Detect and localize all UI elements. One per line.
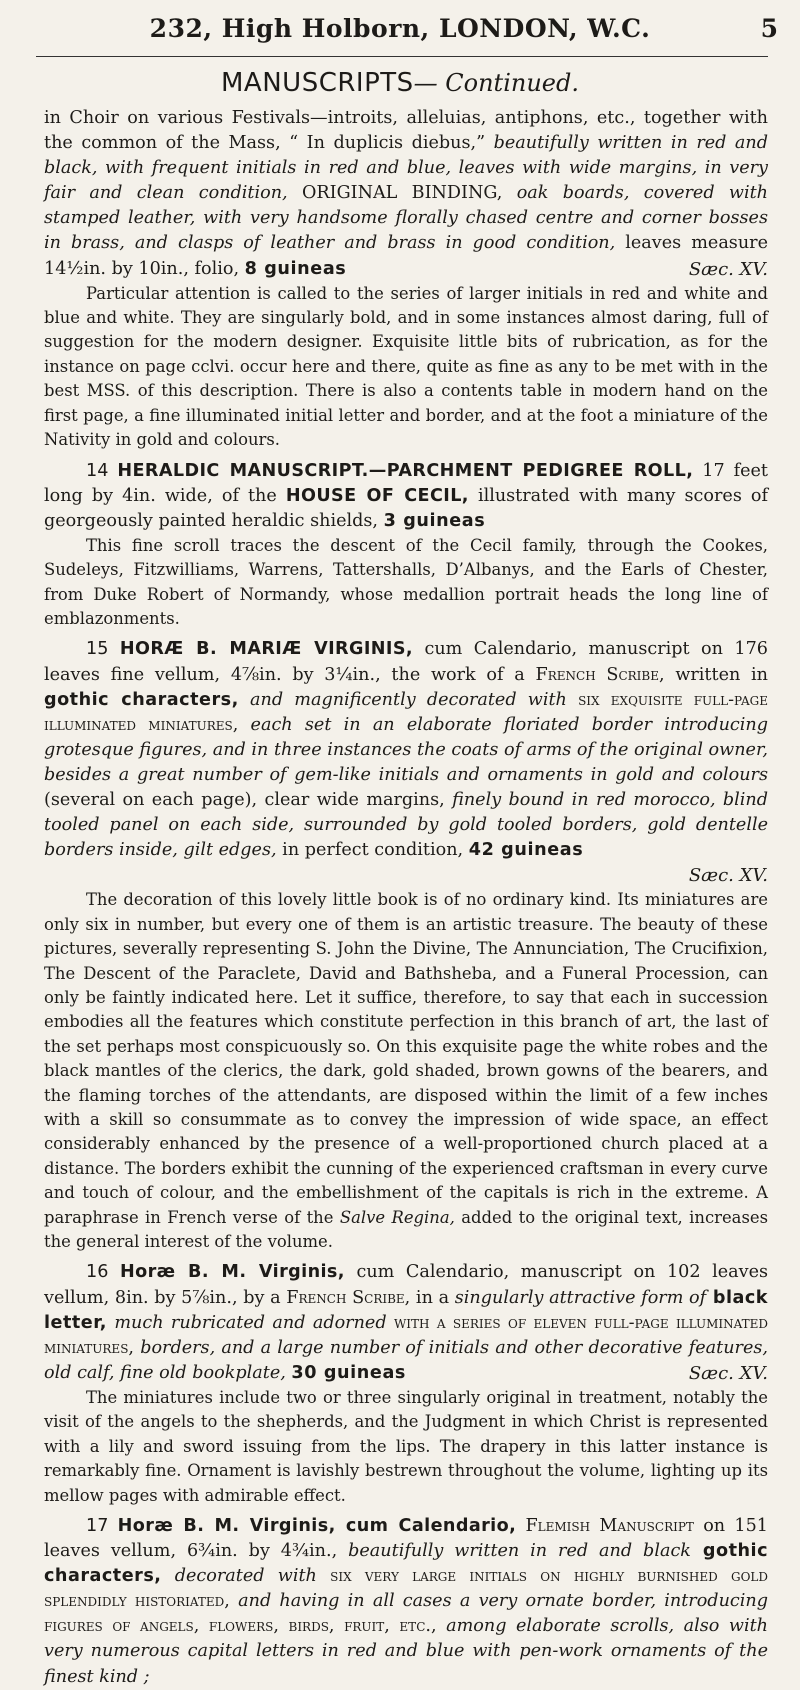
running-head-title: 232, High Holborn, LONDON, W.C. <box>149 14 651 43</box>
running-head <box>0 14 800 54</box>
price: 3 guineas <box>383 510 486 531</box>
entry-note: The miniatures include two or three singularly original in treatment, notably the visit of the angels to the shepherds, and the Judgment in which Christ is represented with a lily and sword issuing from the lips. The drapery in this latter instance is remarkably fine. Ornament is lavishly bestrewn throughout the volume, lighting up its mellow pages with admirable effect. <box>44 1387 768 1505</box>
lot-number: 16 <box>86 1262 109 1283</box>
catalogue-body <box>44 106 768 1690</box>
lot-title: Horæ B. M. Virginis, <box>119 1262 345 1283</box>
continued-entry: in Choir on various Festivals—introits, alleluias, antiphons, etc., together with the common of the Mass, “ In duplicis diebus,” beautifully written in red and black, with frequent initials in red and blue, leaves with wide margins, in very fair and clean condition, ORIGINAL BINDING, oak boards, covered with stamped leather, with very handsome florally chased centre and corner bosses in brass, and clasps of leather and brass in good condition, leaves measure 14½in. by 10in., folio, 8 guineas Sæc. XV. <box>44 106 768 282</box>
lot-number: 14 <box>86 460 109 481</box>
date-ref: Sæc. XV. <box>688 1362 768 1384</box>
entry-note: Particular attention is called to the series of larger initials in red and white and blue and white. They are singularly bold, and in some instances almost daring, full of suggestion for the modern designer. Exquisite little bits of rubrication, as for the instance on page cclvi. occur here and there, quite as fine as any to be met with in the best MSS. of this description. There is also a contents table in modern hand on the first page, a fine illuminated initial letter and border, and at the foot a miniature of the Nativity in gold and colours. <box>44 283 768 450</box>
header-rule <box>36 56 768 57</box>
lot-14: 14 HERALDIC MANUSCRIPT.—PARCHMENT PEDIGREE ROLL, 17 feet long by 4in. wide, of the HOUSE OF CECIL, illustrated with many scores of georgeously painted heraldic shields, 3 guineas <box>44 460 768 531</box>
entry-note: The decoration of this lovely little book is of no ordinary kind. Its miniatures are only six in number, but every one of them is an artistic treasure. The beauty of these pictures, severally representing S. John the Divine, The Annunciation, The Crucifixion, The Descent of the Paraclete, David and Bathsheba, and a Funeral Procession, can only be faintly indicated here. Let it suffice, therefore, to say that each in succession embodies all the features which constitute perfection in this branch of art, the last of the set perhaps most conspicuously so. On this exquisite page the white robes and the black mantles of the clerics, the dark, gold shaded, brown gowns of the bearers, and the flaming torches of the attendants, are disposed within the limit of a few inches with a skill so consummate as to convey the impression of wide space, an effect considerably enhanced by the presence of a well-proportioned church placed at a distance. The borders exhibit the cunning of the experienced craftsman in every curve and touch of colour, and the embellishment of the capitals is rich in the extreme. A paraphrase in French verse of the Salve Regina, added to the original text, increases the general interest of the volume. <box>44 890 768 1252</box>
date-ref: Sæc. XV. <box>688 865 768 887</box>
lot-number: 17 <box>86 1515 109 1536</box>
lot-16: 16 Horæ B. M. Virginis, cum Calendario, manuscript on 102 leaves vellum, 8in. by 5⅞in., by a French Scribe, in a singularly attractive form of black letter, much rubricated and adorned with a series of eleven full-page illuminated miniatures, borders, and a large number of initials and other decorative features, old calf, fine old bookplate, 30 guineas Sæc. XV. <box>44 1260 768 1385</box>
page-number: 5 <box>760 14 778 43</box>
entry-note: This fine scroll traces the descent of the Cecil family, through the Cookes, Sudeleys, Fitzwilliams, Warrens, Tattershalls, D’Albanys, and the Earls of Chester, from Duke Robert of Normandy, whose medallion portrait heads the long line of emblazonments. <box>44 535 768 628</box>
lot-title: HERALDIC MANUSCRIPT.—PARCHMENT PEDIGREE ROLL, <box>117 460 694 481</box>
price: 42 guineas <box>468 840 584 861</box>
lot-number: 15 <box>86 639 109 660</box>
lot-title: Horæ B. M. Virginis, cum Calendario, <box>117 1515 517 1536</box>
price: 30 guineas <box>291 1362 406 1383</box>
section-continued: — Continued. <box>413 69 579 97</box>
lot-15: 15 HORÆ B. MARIÆ VIRGINIS, cum Calendario, manuscript on 176 leaves fine vellum, 4⅞in. by 3¼in., the work of a French Scribe, written in gothic characters, and magnificently decorated with six exquisite full-page illuminated miniatures, each set in an elaborate floriated border introducing grotesque figures, and in three instances the coats of arms of the original owner, besides a great number of gem-like initials and ornaments in gold and colours (several on each page), clear wide margins, finely bound in red morocco, blind tooled panel on each side, surrounded by gold tooled borders, gold dentelle borders inside, gilt edges, in perfect condition, 42 guineas <box>44 639 769 861</box>
lot-title: HORÆ B. MARIÆ VIRGINIS, <box>119 639 414 660</box>
section-heading <box>0 68 800 98</box>
lot-17: 17 Horæ B. M. Virginis, cum Calendario, Flemish Manuscript on 151 leaves vellum, 6¾in. by 4¾in., beautifully written in red and black gothic characters, decorated with six very large initials on highly burnished gold splendidly historiated, and having in all cases a very ornate border, introducing figures of angels, flowers, birds, fruit, etc., among elaborate scrolls, also with very numerous capital letters in red and blue with pen-work ornaments of the finest kind ; <box>44 1515 769 1687</box>
section-title: MANUSCRIPTS <box>221 68 414 98</box>
date-ref: Sæc. XV. <box>688 258 768 280</box>
price: 8 guineas <box>244 258 347 279</box>
